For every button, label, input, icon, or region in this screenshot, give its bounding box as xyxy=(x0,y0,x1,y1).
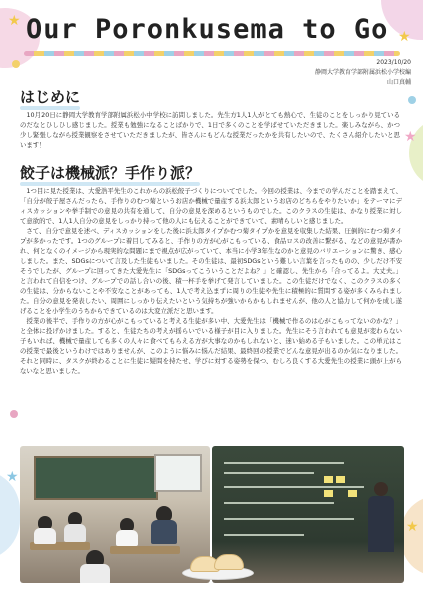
intro-heading: はじめに xyxy=(20,88,81,106)
photo-teacher-head xyxy=(374,482,388,496)
photo-student xyxy=(64,524,86,542)
photo-sticky-note xyxy=(324,490,333,497)
school-name: 静岡大学教育学部附属浜松小学校編 xyxy=(314,69,411,76)
issue-date: 2023/10/20 xyxy=(376,59,411,66)
byline xyxy=(221,58,411,88)
lesson-paragraph: さて、自分で意見を述べ、ディスカッションをした後に浜太郎タイプかむつ菊タイプかを意見を収集した結果、圧倒的にむつ菊タイプが多かったです。1つのグループに着目してみると、手作りの方が心がこもっている、食品ロスの改善に繋がる、などの意見が書かれ、何となくのイメージから現実的な問題にまで視点が広がっていて、本当に小学3年生なのかと意見のバリエーションに驚き、感心しました。また、SDGsについて言及した生徒もいました。その生徒は、最初SDGsという難しい言葉を言ったものの、少しだけ不安そうでしたが、グループに回ってきた大愛先生に「SDGsってこういうことだよね？」と確認し、先生から「合ってるよ。大丈夫。」と言われて自信をつけ、グループでの話し合いの後、積一杯手を挙げて発言していました。この生徒だけでなく、このクラスの多くの生徒は、分からないことや不安なことがあっても、1人で考え込まずに周りの生徒や先生に積極的に質問する姿が多くみられました。自分の意見を発表したい、周囲にしっかり伝えたいという気持ちが強いからかもしれませんが、他の人と協力して何かを成し遂げることを小学生のうちからできているのは大変立派だと思います。 xyxy=(20,227,402,315)
intro-paragraph: 10月20日に静岡大学教育学部附属浜松小中学校に訪問しました。先生方1人1人がとても熱心で、生徒のことをしっかり見ているのだなとひしひし感じました。授業も勉強になることばかりで、1日で多くのことを学ばせていただきました。楽しみながら、かつ少し緊張しながら授業観察をさせていただきましたが、皆さんにもどんな授業だったかを共有したいので、たくさん紹介したいと思います！ xyxy=(20,111,400,149)
photo-chalk-writing xyxy=(224,502,334,504)
star-icon: ★ xyxy=(8,13,21,29)
star-icon: ★ xyxy=(404,129,417,145)
photo-teacher xyxy=(151,520,177,544)
lesson-body xyxy=(20,186,402,376)
photo-sticky-note xyxy=(324,476,333,483)
photo-desk xyxy=(110,546,180,554)
star-icon: ★ xyxy=(6,469,19,485)
page-title: Our Poronkusema to Go xyxy=(26,14,389,45)
photo-chalk-writing xyxy=(224,486,364,488)
lesson-heading: 餃子は機械派？手作り派？ xyxy=(20,164,201,182)
decorative-dot xyxy=(10,410,18,418)
author-name: 山口真輔 xyxy=(386,79,411,86)
photo-teacher-body xyxy=(368,496,394,552)
gyoza-illustration xyxy=(188,548,246,578)
photo-blackboard xyxy=(34,456,158,500)
photo-teacher xyxy=(368,482,394,552)
photo-chalk-writing xyxy=(224,534,304,536)
decorative-blob xyxy=(401,496,423,576)
photo-chalk-writing xyxy=(224,518,354,520)
photo-chalk-writing xyxy=(224,472,314,474)
photo-chalk-writing xyxy=(224,462,344,464)
star-icon: ★ xyxy=(398,29,411,45)
lesson-paragraph: 1つ目に見た授業は、大愛浩平先生のこれからの浜松餃子づくりについてでした。今回の授業は、今までの学んだことを踏まえて、「自分が餃子屋さんだったら、手作りのむつ菊というお店か機械で量産する浜太郎というお店のどちらをやりたいか」をテーマにディスカッションや挙手制での意見の共有を通して、自分の意見を深めるというものでした。このクラスの生徒は、かなり授業に対して意欲的で、1人1人自分の意見をしっかり持って他の人にも伝えることができていて、素晴らしいと感じました。 xyxy=(20,187,402,225)
photo-student xyxy=(34,528,56,544)
star-icon: ★ xyxy=(406,519,419,535)
photo-student xyxy=(116,530,138,546)
photo-window xyxy=(154,454,202,492)
photo-sticky-note xyxy=(336,476,345,483)
classroom-discussion-photo xyxy=(20,446,210,583)
gyoza-dumpling xyxy=(214,554,244,570)
photo-sticky-note xyxy=(348,490,357,497)
decorative-dot xyxy=(408,96,416,104)
photo-student xyxy=(80,564,110,583)
lesson-paragraph: 授業の後半で、手作りの方が心がこもっていると考える生徒が多い中、大愛先生は「機械で作るのは心がこもってないのかな？」と全体に投げかけました。すると、生徒たちの考えが揺らいでいる様子が目に入りました。先生にそう言われても意見が変わらない子もいれば、機械で量産しても多くの人々に食べてもらえる方が大事なのかもしれないと、迷い始める子もいました。この単元はこの授業で最後というわけではありませんが、このように悩みに悩んだ結果、最終回の授業でどんな意見が出るのか気になりました。それと同時に、タスクが終わることに生徒に疑問を持たせ、学びに対する姿勢を保つ、むしろ良くする大愛先生の授業に頭が上がらないなと思いました。 xyxy=(20,317,402,375)
title-underline xyxy=(24,51,400,56)
decorative-dot xyxy=(12,60,20,68)
